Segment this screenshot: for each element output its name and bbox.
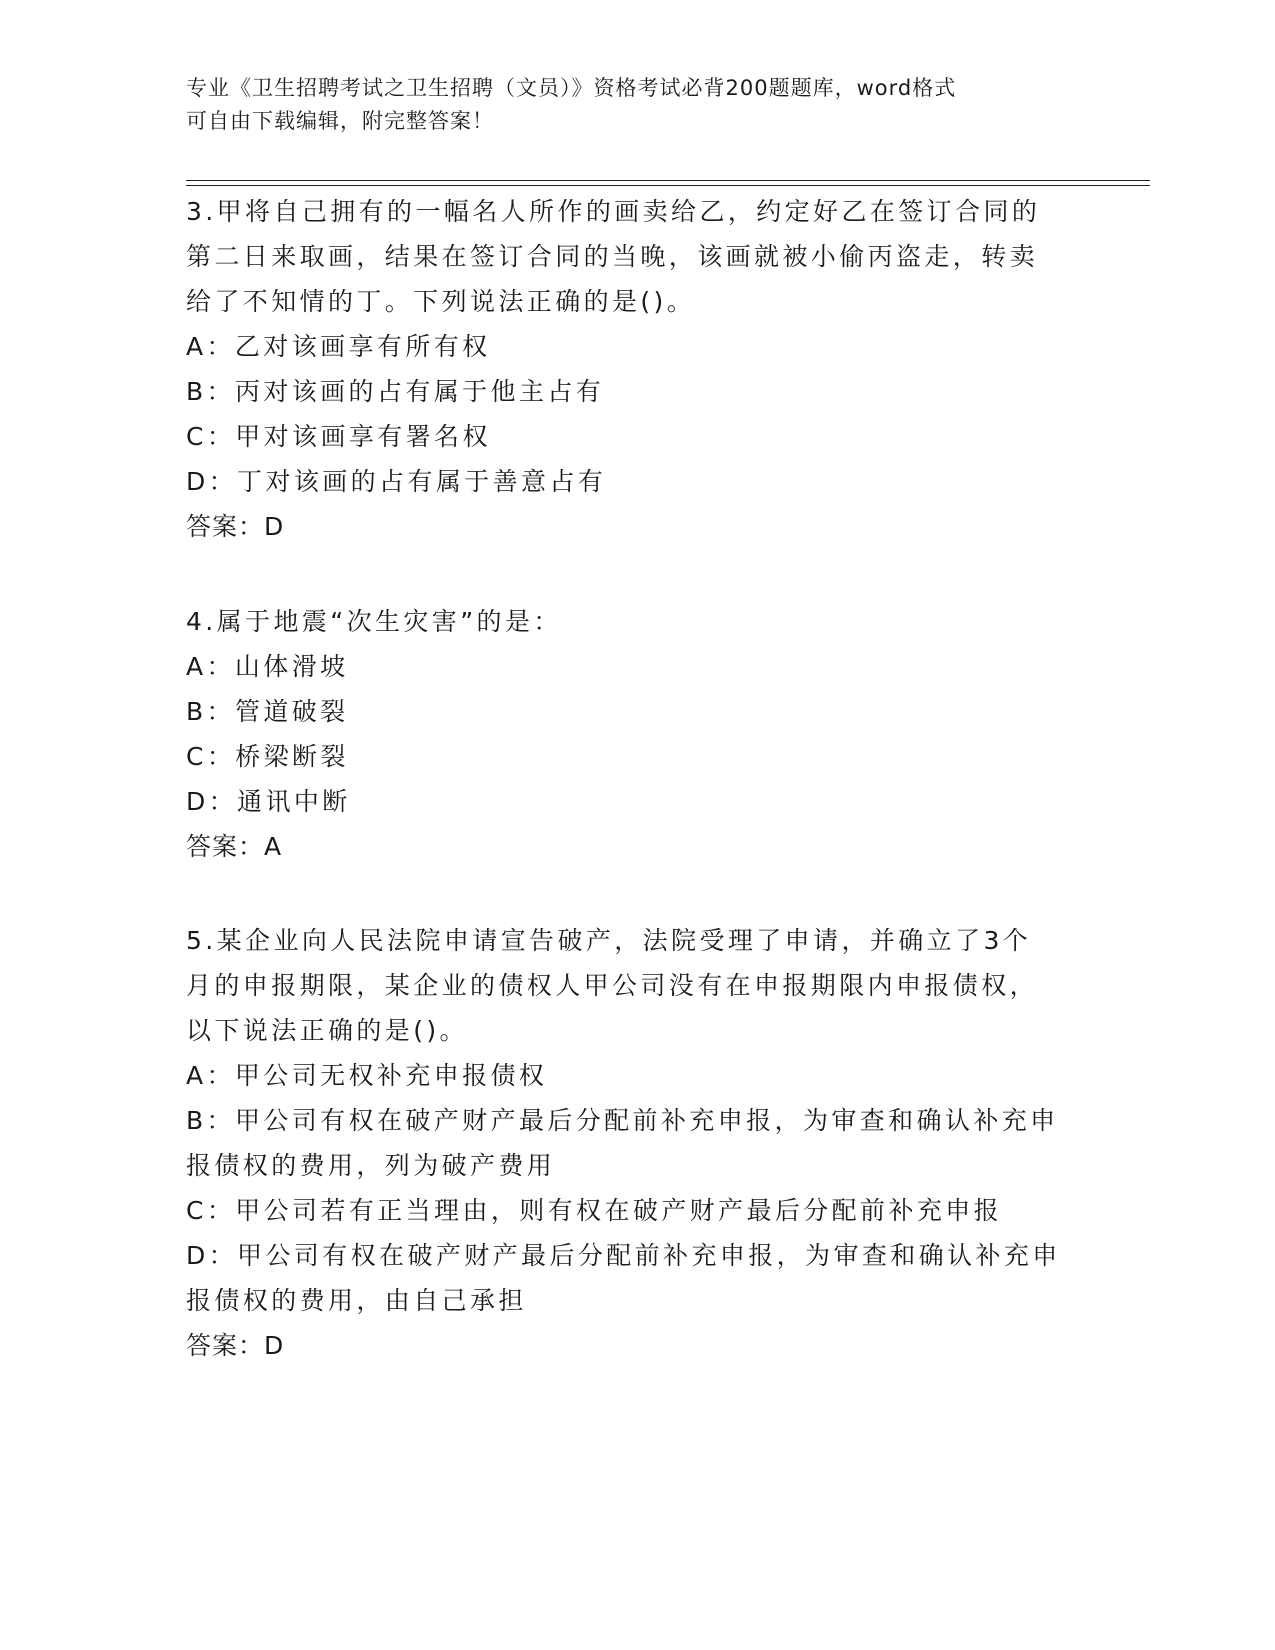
question-stem-line: 月的申报期限，某企业的债权人甲公司没有在申报期限内申报债权， xyxy=(186,971,1039,1000)
question-4 xyxy=(186,599,1086,869)
option-d: D：通讯中断 xyxy=(186,787,351,816)
option-c: C：甲对该画享有署名权 xyxy=(186,422,491,451)
option-a: A：山体滑坡 xyxy=(186,652,349,681)
option-b-continued: 报债权的费用，列为破产费用 xyxy=(186,1151,556,1180)
option-b: B：管道破裂 xyxy=(186,697,349,726)
option-c: C：甲公司若有正当理由，则有权在破产财产最后分配前补充申报 xyxy=(186,1196,1003,1225)
answer-label: 答案：D xyxy=(186,512,285,541)
header-line-2: 可自由下载编辑，附完整答案！ xyxy=(186,109,494,133)
header-divider-top xyxy=(186,180,1150,181)
question-stem-line: 3.甲将自己拥有的一幅名人所作的画卖给乙，约定好乙在签订合同的 xyxy=(186,197,1041,226)
answer-label: 答案：D xyxy=(186,1331,285,1360)
option-d: D：丁对该画的占有属于善意占有 xyxy=(186,467,607,496)
option-b: B：甲公司有权在破产财产最后分配前补充申报，为审查和确认补充申 xyxy=(186,1106,1059,1135)
question-3 xyxy=(186,189,1086,549)
question-stem-line: 第二日来取画，结果在签订合同的当晚，该画就被小偷丙盗走，转卖 xyxy=(186,242,1039,271)
option-d-continued: 报债权的费用，由自己承担 xyxy=(186,1286,527,1315)
header-line-1: 专业《卫生招聘考试之卫生招聘（文员）》资格考试必背200题题库，word格式 xyxy=(186,76,957,100)
question-stem-line: 给了不知情的丁。下列说法正确的是()。 xyxy=(186,287,696,316)
question-stem-line: 5.某企业向人民法院申请宣告破产，法院受理了申请，并确立了3个 xyxy=(186,926,1032,955)
option-a: A：乙对该画享有所有权 xyxy=(186,332,491,361)
question-stem-line: 以下说法正确的是()。 xyxy=(186,1016,468,1045)
question-5 xyxy=(186,918,1086,1368)
answer-label: 答案：A xyxy=(186,832,283,861)
option-b: B：丙对该画的占有属于他主占有 xyxy=(186,377,605,406)
question-stem-line: 4.属于地震“次生灾害”的是： xyxy=(186,607,562,636)
option-a: A：甲公司无权补充申报债权 xyxy=(186,1061,548,1090)
option-d: D：甲公司有权在破产财产最后分配前补充申报，为审查和确认补充申 xyxy=(186,1241,1061,1270)
header-divider-bottom xyxy=(186,185,1150,186)
option-c: C：桥梁断裂 xyxy=(186,742,349,771)
document-header xyxy=(186,72,1066,138)
